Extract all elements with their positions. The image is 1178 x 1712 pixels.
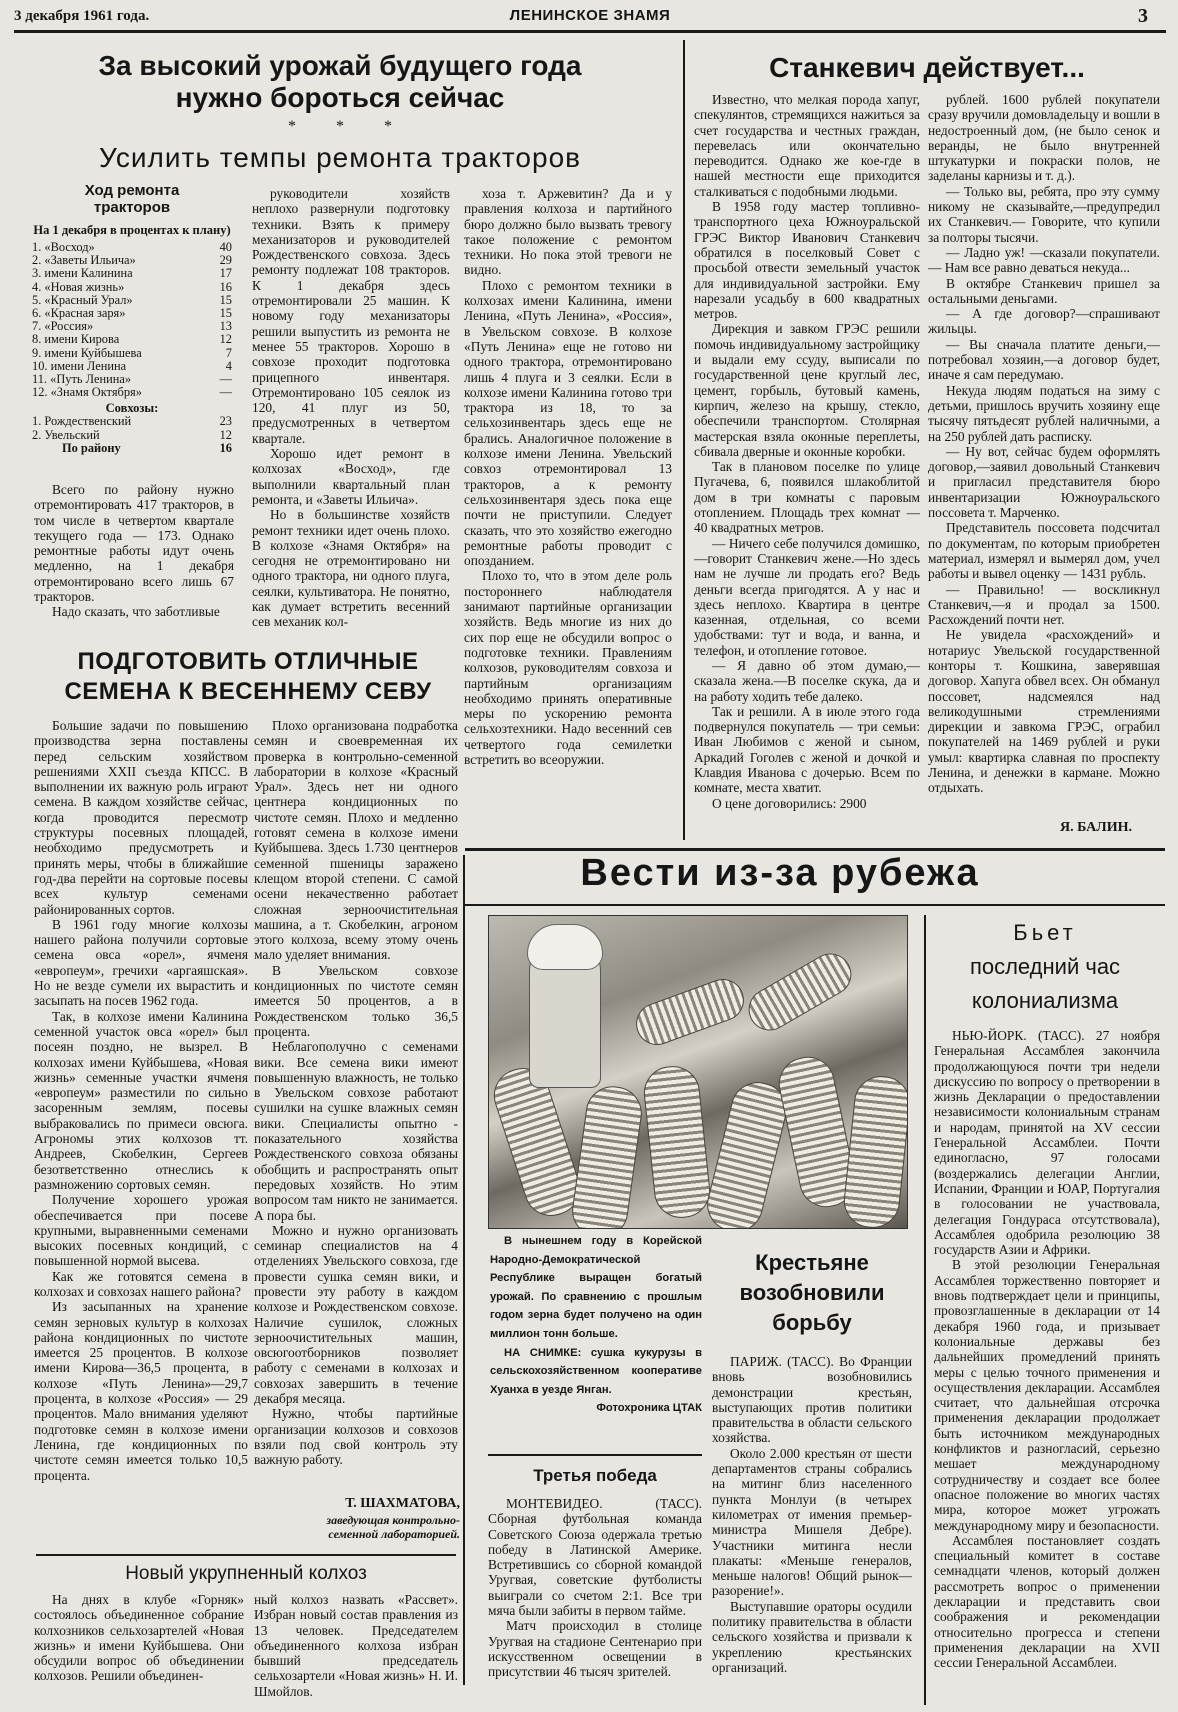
- issue-date: 3 декабря 1961 года.: [14, 8, 150, 24]
- seeds-col2-paragraph: Неблагополучно с семенами вики. Все семена вики имеют повышенную влажность, не только в Увельском совхозе работают сушилки на сушке влажных семян вики. Специалисты опытно - показательного хозяйства Рождественского совхоза обязаны обобщить и распространять опыт передовых хозяйств. Но этим вопросом там никто не занимается. А пора бы.: [254, 1039, 458, 1223]
- stankevich-col1-paragraph: Так и решили. А в июле этого года подвернулся покупатель — три семьи: Иван Любимов с женой и сыном, Аркадий Гоголев с женой и дочкой и Клавдия Иванова с дочерью. Всем по комнате, места хватит.: [694, 703, 920, 796]
- rating-row: [32, 347, 232, 360]
- seeds-column-1: [34, 718, 248, 1536]
- photo-credit: Фотохроника ЦТАК: [596, 1402, 702, 1415]
- photo-caption-note: НА СНИМКЕ: сушка кукурузы в сельскохозяйственном кооперативе Хуанха в уезде Янган.: [490, 1346, 702, 1396]
- stankevich-col1-paragraph: Дирекция и завком ГРЭС решили помочь индивидуальному застройщику и выдали ему ссуду, выписали по государственной цене круглый лес, цемент, горбыль, бутовый камень, кирпич, железо на крышу, стекло, обеспечили транспортом. Столярная мастерская взяла оконные переплеты, сбивала дверные и оконные коробки.: [694, 321, 920, 459]
- stankevich-col2-paragraph: — Ладно уж! —сказали покупатели. — Нам все равно деваться некуда...: [928, 244, 1160, 276]
- peasants-title-line1: Крестьяне: [755, 1250, 869, 1275]
- stankevich-author: Я. БАЛИН.: [1060, 820, 1133, 835]
- peasants-column: [712, 1354, 912, 1706]
- peasants-paragraph: ПАРИЖ. (ТАСС). Во Франции вновь возобновились демонстрации крестьян, выступающих против политики правительства в области сельского хозяйства.: [712, 1354, 912, 1446]
- rating-percent: —: [219, 385, 232, 400]
- seeds-col1-paragraph: Получение хорошего урожая обеспечивается при посеве крупными, выравненными семенами высоких посевных кондиций, с повышенной нормой высева.: [34, 1192, 248, 1269]
- stankevich-col1-paragraph: О цене договорились: 2900: [712, 795, 867, 811]
- rating-percent: 15: [219, 306, 232, 321]
- seeds-author: Т. ШАХМАТОВА,: [345, 1496, 460, 1511]
- peasants-headline: [712, 1248, 912, 1338]
- rating-percent: —: [219, 372, 232, 387]
- colonial-title-line3: колониализма: [971, 988, 1119, 1013]
- rating-farm-name: 4. «Новая жизнь»: [32, 279, 125, 294]
- stankevich-col2-paragraph: — Только вы, ребята, про эту сумму никому не сказывайте,—предупредил их Станкевич.— Говорите, что купили за полторы тысячи.: [928, 183, 1160, 245]
- rating-percent: 40: [219, 240, 232, 254]
- page-number: 3: [1138, 5, 1148, 27]
- rating-farm-name: 12. «Знамя Октября»: [32, 385, 142, 400]
- colonial-headline: [930, 916, 1160, 1018]
- sovkhozy-rows: [32, 415, 232, 441]
- corn-cob: [641, 1063, 713, 1220]
- rating-farm-name: 9. имени Куйбышева: [32, 345, 142, 360]
- rating-percent: 16: [219, 279, 232, 294]
- stankevich-col1-paragraph: Известно, что мелкая порода хапуг, спекулянтов, стремящихся нажиться за счет государства и честных граждан, перевелась или окончательно переводится. Однако же кое-где в нашей местности еще приходится сталкиваться с подобными людьми.: [694, 92, 920, 199]
- foreign-banner: Вести из-за рубежа: [580, 852, 980, 894]
- corn-cob: [701, 1076, 792, 1229]
- corn-drying-photo: [488, 915, 908, 1229]
- kolkhoz-column-1: [34, 1592, 244, 1707]
- seeds-author-role: заведующая контрольно-семенной лабораторией.: [326, 1513, 460, 1541]
- corn-cob: [630, 973, 750, 1051]
- seeds-col1-paragraph: Так, в колхозе имени Калинина семенной участок овса «орел» был посеян поздно, не вызрел. В колхозах имени Куйбышева, «Новая жизнь» семенные участки ячменя «европеум» разместили по сильно засоренным землям, посевы выбраковались по примеси овсюга. Агрономы этих колхозов тт. Андреев, Скобелкин, Сергеев безответственно отнеслись к размножению сортовых семян.: [34, 1008, 248, 1192]
- stankevich-column-2: [928, 92, 1160, 816]
- colonial-rule: [924, 915, 926, 1705]
- rating-farm-name: 3. имени Калинина: [32, 266, 133, 281]
- rating-subtitle: На 1 декабря в процентах к плану): [33, 223, 231, 237]
- seeds-col2-paragraph: Плохо организована подработка семян и своевременная их проверка в контрольно-семенной лаборатории в колхозе «Красный Урал». Здесь нет ни одного центнера кондиционных по чистоте семян. Плохо и медленно готовят семена в колхозе имени Куйбышева. Здесь 1.730 центнеров семенной пшеницы заражено клещом второй степени. С самой осени некачественно работает сложная зерноочистительная машина, а т. Скобелкин, агроном этого колхоза, всему этому очень мало уделяет внимания.: [254, 718, 458, 963]
- rating-rows: [32, 241, 232, 399]
- stankevich-col1-paragraph: Так в плановом поселке по улице Пугачева, 6, появился шлакоблитой дом в три комнаты с паровым отоплением. Площадь трех комнат — 40 квадратных метров.: [694, 459, 920, 536]
- tractors-column-3: [464, 186, 672, 836]
- column-rule-lower: [463, 855, 465, 1685]
- rating-row: [32, 415, 232, 428]
- tractors-col2-paragraph: Но в большинстве хозяйств ремонт техники идет очень плохо. В колхозе «Знамя Октября» на сегодня не отремонтировано ни одного трактора, ни одного плуга, сеялки, культиватора. Не понятно, как думает встретить весенний сев механик кол-: [252, 507, 450, 630]
- victory-column: [488, 1496, 702, 1706]
- seeds-col2-paragraph: Можно и нужно организовать семинар специалистов на 4 отделениях Увельского совхоза, где провести сушка семян вики, и провести эту работу в каждом колхозе и Рождественском совхозе. Наличие сушилок, сложных зерноочистительных машин, овсюгоотборников позволяет работу с семенами в колхозах и совхозах завершить в течение декабря месяца.: [254, 1222, 458, 1407]
- tractors-col2-paragraph: Хорошо идет ремонт в колхозах «Восход», где выполнили квартальный план ремонта, и «Заветы Ильича».: [252, 446, 450, 507]
- rating-percent: 7: [225, 345, 232, 360]
- tractors-col2-paragraph: руководители хозяйств неплохо развернули подготовку техники. Взять к примеру механизаторов и руководителей Рождественского совхоза. Здесь ремонту подлежат 108 тракторов. К 1 декабря здесь отремонтировали 25 машин. К новому году механизаторы решили выпустить из ремонта не менее 55 тракторов. Хорошо в совхозе проходит подготовка прицепного инвентаря. Отремонтировано 105 сеялок из 120, 41 плуг из 50, предусмотренных в четвертом квартале.: [252, 186, 450, 446]
- rating-row: [32, 267, 232, 280]
- peasants-paragraph: Выступавшие ораторы осудили политику правительства в области сельского хозяйства и призвали к укреплению крестьянских организаций.: [712, 1598, 912, 1675]
- woman-headscarf: [527, 924, 603, 970]
- seeds-col1-paragraph: В 1961 году многие колхозы нашего района получили сортовые семена овса «орел», ячменя «европеум», гречихи «аргаяшская». Но не везде сумели их вырастить и засыпать на посев 1962 года.: [34, 916, 248, 1009]
- header-rule: [14, 30, 1166, 33]
- tractors-col1-paragraph: Всего по району нужно отремонтировать 417 тракторов, в том числе в четвертом квартале текущего года — 173. Однако ремонтные работы идут очень медленно, на 1 декабря отремонтировано всего лишь 67 тракторов.: [34, 482, 234, 605]
- tractors-column-2: [252, 186, 450, 632]
- rating-percent: 15: [219, 292, 232, 307]
- sovkhozy-label: Совхозы:: [105, 401, 159, 416]
- victory-paragraph: Матч происходил в столице Уругвая на стадионе Сентенарио при искусственном освещении в присутствии 46 тысяч зрителей.: [488, 1618, 702, 1680]
- stankevich-col2-paragraph: — А где договор?—спрашивают жильцы.: [928, 306, 1160, 337]
- rating-farm-name: 5. «Красный Урал»: [32, 292, 133, 307]
- photo-caption: [490, 1232, 702, 1418]
- stankevich-col1-paragraph: В 1958 году мастер топливно-транспортного цеха Южноуральской ГРЭС Виктор Иванович Станкевич обратился в поселковый Совет с просьбой отвести земельный участок для индивидуальной застройки. Ему нарезали усадьбу в 600 квадратных метров.: [694, 199, 920, 322]
- rating-farm-name: 7. «Россия»: [32, 319, 94, 334]
- corn-cob: [841, 1073, 908, 1229]
- rating-farm-name: 1. «Восход»: [32, 240, 95, 254]
- stankevich-col2-paragraph: В октябре Станкевич пришел за остальными деньгами.: [928, 275, 1160, 306]
- district-row: [32, 442, 232, 455]
- seeds-headline: [36, 647, 460, 707]
- rating-row: [32, 429, 232, 442]
- seeds-col2-paragraph: В Увельском совхозе кондиционных по чистоте семян имеется 50 процентов, а в Рождественском только 36,5 процента.: [254, 962, 458, 1039]
- stankevich-col1-paragraph: — Ничего себе получился домишко,—говорит Станкевич жене.—Но здесь нам не лучше ли продать его? Ведь деньги всегда пригодятся. А у нас и здесь неплохо. Квартира в центре казенная, отдельная, со всеми удобствами: тут и вода, и ванна, и телефон, и отопление готовое.: [694, 535, 920, 658]
- rating-row: [32, 281, 232, 294]
- victory-paragraph: МОНТЕВИДЕО. (ТАСС). Сборная футбольная команда Советского Союза одержала третью победу в Латинской Америке. Встретившись со сборной командой Уругвая, советские футболисты выиграли со счетом 2:1. Все три мяча были забиты в первом тайме.: [488, 1496, 702, 1619]
- colonial-paragraph: Ассамблея постановляет создать специальный комитет в составе семнадцати членов, который должен рассмотреть вопрос о применении декларации и представить свои соображения и рекомендации относительно прогресса и степени применения декларации на XVII сессии Генеральной Ассамблеи.: [934, 1532, 1160, 1671]
- seeds-col1-paragraph: Как же готовятся семена в колхозах и совхозах нашего района?: [34, 1268, 248, 1299]
- district-value: 16: [219, 440, 232, 455]
- rating-percent: 12: [219, 427, 232, 442]
- tractors-col3-paragraph: хоза т. Аржевитин? Да и у правления колхоза и партийного бюро должно было вызвать тревогу такое положение с ремонтом техники. Но пока этой тревоги не видно.: [464, 186, 672, 278]
- stankevich-headline: Станкевич действует...: [769, 52, 1085, 83]
- victory-headline: Третья победа: [533, 1466, 657, 1485]
- caption-rule: [488, 1454, 702, 1456]
- column-rule-main: [683, 40, 685, 840]
- rating-farm-name: 8. имени Кирова: [32, 332, 120, 347]
- seeds-col1-paragraph: Большие задачи по повышению производства зерна поставлены перед сельским хозяйством решениями XXII съезда КПСС. В выполнении их важную роль играют семена. В каждом хозяйстве сейчас, когда проводится пересмотр структуры посевных площадей, необходимо предусмотреть и принять меры, чтобы в ближайшие год-два перейти на сортовые посевы всех культур семенами районированных сортов.: [34, 718, 248, 917]
- stankevich-col2-paragraph: Некуда людям податься на зиму с детьми, пришлось вручить хозяину еще тысячу пятьдесят рублей наличными, а на 250 рублей дать расписку.: [928, 382, 1160, 444]
- colonial-title-line2: последний час: [969, 954, 1121, 979]
- peasants-title-line2: возобновили: [739, 1280, 885, 1305]
- rating-farm-name: 1. Рождественский: [32, 414, 132, 429]
- peasants-paragraph: Около 2.000 крестьян от шести департаментов страны собрались на митинг близ населенного пункта Монлуи (в четырех километрах от имения премьер-министра Мишеля Дебре). Участники митинга несли плакаты: «Меньше генералов, меньше налогов! Общий рынок—разорение!».: [712, 1445, 912, 1599]
- rating-percent: 12: [219, 332, 232, 347]
- colonial-paragraph: В этой резолюции Генеральная Ассамблея торжественно повторяет и вновь подтверждает цели и принципы, провозглашенные в декларации от 14 декабря 1960 года, и призывает колониальные державы без дальнейших промедлений принять меры с целью точного применения и осуществления декларации. Ассамблея считает, что дальнейшая отсрочка применения декларации продолжает быть источником международных конфликтов и разногласий, серьезно мешает международному сотрудничеству и создает все более опасное положение во многих частях мира, которое может угрожать международному миру и безопасности.: [934, 1257, 1160, 1533]
- rating-farm-name: 11. «Путь Ленина»: [32, 372, 132, 387]
- rating-percent: 13: [219, 319, 232, 334]
- foreign-banner-rule: [465, 904, 1165, 906]
- stankevich-col2-paragraph: — Вы сначала платите деньги,—потребовал хозяин,—а договор будет, иначе я сам передумаю.: [928, 336, 1160, 383]
- rating-title: Ход ремонта тракторов: [84, 182, 180, 216]
- photo-caption-text: В нынешнем году в Корейской Народно-Демократической Республике выращен богатый урожай. По сравнению с прошлым годом зерна будет получено на один миллион тонн больше.: [490, 1235, 702, 1340]
- colonial-column: [934, 1028, 1160, 1706]
- rating-farm-name: 2. «Заветы Ильича»: [32, 253, 136, 268]
- kolkhoz-text-2: ный колхоз назвать «Рассвет». Избран новый состав правления из 13 человек. Председателем объединенного колхоза избран бывший председатель сельхозартели «Новая жизнь» Н. И. Шмойлов.: [254, 1592, 458, 1699]
- lead-stars: * * *: [288, 118, 392, 135]
- tractor-rating: [32, 182, 232, 455]
- kolkhoz-column-2: [254, 1592, 458, 1707]
- rating-percent: 29: [219, 253, 232, 268]
- tractors-subtitle: Усилить темпы ремонта тракторов: [98, 142, 582, 173]
- kolkhoz-headline: Новый укрупненный колхоз: [125, 1563, 367, 1584]
- corn-cob: [569, 1083, 646, 1229]
- foreign-top-rule: [465, 848, 1165, 851]
- seeds-column-2: [254, 718, 458, 1488]
- stankevich-col2-paragraph: Представитель поссовета подсчитал по документам, по которым приобретен материал, измерял и вымерял дом, учел работы и вывел оценку — 1431 рубль.: [928, 520, 1160, 582]
- colonial-title-line1: Бьет: [1013, 920, 1077, 945]
- stankevich-col2-paragraph: рублей. 1600 рублей покупатели сразу вручили домовладельцу и вошли в недостроенный дом, (не было сенок и веранды, не было внутренней штукатурки и покраски полов, не заделаны карнизы и т. д.).: [928, 92, 1160, 184]
- stankevich-col2-paragraph: — Правильно! — воскликнул Станкевич,—я и продал за 1500. Расхождений почти нет.: [928, 581, 1160, 628]
- rating-farm-name: 10. имени Ленина: [32, 358, 127, 373]
- newspaper-name: ЛЕНИНСКОЕ ЗНАМЯ: [509, 7, 671, 24]
- stankevich-column-1: [694, 92, 920, 838]
- seeds-col1-paragraph: Из засыпанных на хранение семян зерновых культур в колхозах района кондиционных по чистоте имеется 25 процентов. В колхозе имени Кирова—36,5 процента, в колхозе «Путь Ленина»—29,7 процента, в колхозе «Россия» — 29 процентов. Мало внимания уделяют подготовке семян в колхозе имени Ленина, где кондиционных по чистоте семян имеется только 10,5 процента.: [34, 1299, 248, 1483]
- seeds-rule: [36, 1554, 456, 1556]
- tractors-col3-paragraph: Плохо то, что в этом деле роль постороннего наблюдателя занимают партийные организации хозяйств. Ведь многие из них до сих пор еще не обсудили вопрос о подготовке техники. Правлениям колхозов, руководителям совхоза и партийным организациям необходимо принять оперативные меры по ускорению ремонта сельхозтехники. Надо весенний сев четвертого года семилетки встретить во всеоружии.: [464, 568, 672, 767]
- district-label: По району: [62, 440, 121, 455]
- seeds-title-line2: СЕМЕНА К ВЕСЕННЕМУ СЕВУ: [64, 678, 432, 705]
- rating-percent: 23: [219, 414, 232, 429]
- lead-title-line2: нужно бороться сейчас: [175, 82, 505, 113]
- tractors-col1-paragraph: Надо сказать, что заботливые: [52, 604, 220, 620]
- rating-farm-name: 2. Увельский: [32, 427, 100, 442]
- lead-headline: [20, 50, 660, 114]
- seeds-col2-paragraph: Нужно, чтобы партийные организации колхозов и совхозов взяли под свой контроль эту важную работу.: [254, 1406, 458, 1468]
- rating-farm-name: 6. «Красная заря»: [32, 306, 126, 321]
- lead-title-line1: За высокий урожай будущего года: [98, 50, 582, 81]
- kolkhoz-text-1: На днях в клубе «Горняк» состоялось объединенное собрание колхозников сельхозартелей «Новая жизнь» и имени Куйбышева. Они обсудили вопрос об объединении колхозов. Решили объединен-: [34, 1592, 244, 1684]
- tractors-column-1: [34, 482, 234, 632]
- stankevich-col1-paragraph: — Я давно об этом думаю,—сказала жена.—В поселке скука, да и на работу ходить тебе далеко.: [694, 657, 920, 704]
- colonial-paragraph: НЬЮ-ЙОРК. (ТАСС). 27 ноября Генеральная Ассамблея закончила продолжающуюся почти три недели дискуссию по вопросу о претворении в жизнь Декларации о предоставлении независимости колониальным странам и народам, принятой на XV сессии Генеральной Ассамблеи. Почти единогласно, 97 голосами (воздержались делегации Англии, Испании, Франции и ЮАР, Португалия в голосовании не участвовала, делегация Гондураса отсутствовала), Ассамблея одобрила резолюцию 38 государств Азии и Африки.: [934, 1028, 1160, 1258]
- peasants-title-line3: борьбу: [772, 1310, 852, 1335]
- stankevich-col2-paragraph: — Ну вот, сейчас будем оформлять договор,—заявил довольный Станкевич и пригласил представителя бюро инвентаризации Южноуральского поссовета т. Марченко.: [928, 443, 1160, 521]
- stankevich-col2-paragraph: Не увидела «расхождений» и нотариус Увельской государственной конторы т. Кошкина, заверявшая договор. Хапуга обвел всех. Он обманул поссовет, надсмеялся над великодушными стремлениями дирекции и завкома ГРЭС, ограбил покупателей на 1469 рублей и руки умыл: квартирка славная по проспекту Ленина, и денежки в кармане. Можно отдыхать.: [928, 627, 1160, 796]
- seeds-title-line1: ПОДГОТОВИТЬ ОТЛИЧНЫЕ: [77, 648, 419, 675]
- corn-cob: [741, 946, 859, 1038]
- rating-percent: 17: [219, 266, 232, 281]
- rating-row: [32, 333, 232, 346]
- tractors-col3-paragraph: Плохо с ремонтом техники в колхозах имени Калинина, имени Ленина, «Путь Ленина», «Россия», в Увельском совхозе. В колхозе «Путь Ленина» еще не готово ни одного трактора, отремонтировано лишь 4 плуга и 3 сеялки. Если в колхозе имени Калинина готово три трактора из 18, то за сельхозинвентарь здесь еще не брались. Аналогичное положение в колхозе имени Ленина. Увельский совхоз отремонтировал 13 тракторов, а к ремонту сельхозинвентаря здесь пока еще почти не приступили. Следует сказать, что это хозяйство ежегодно ремонтные работы проводит с опозданием.: [464, 277, 672, 569]
- rating-row: [32, 386, 232, 399]
- rating-percent: 4: [225, 358, 232, 373]
